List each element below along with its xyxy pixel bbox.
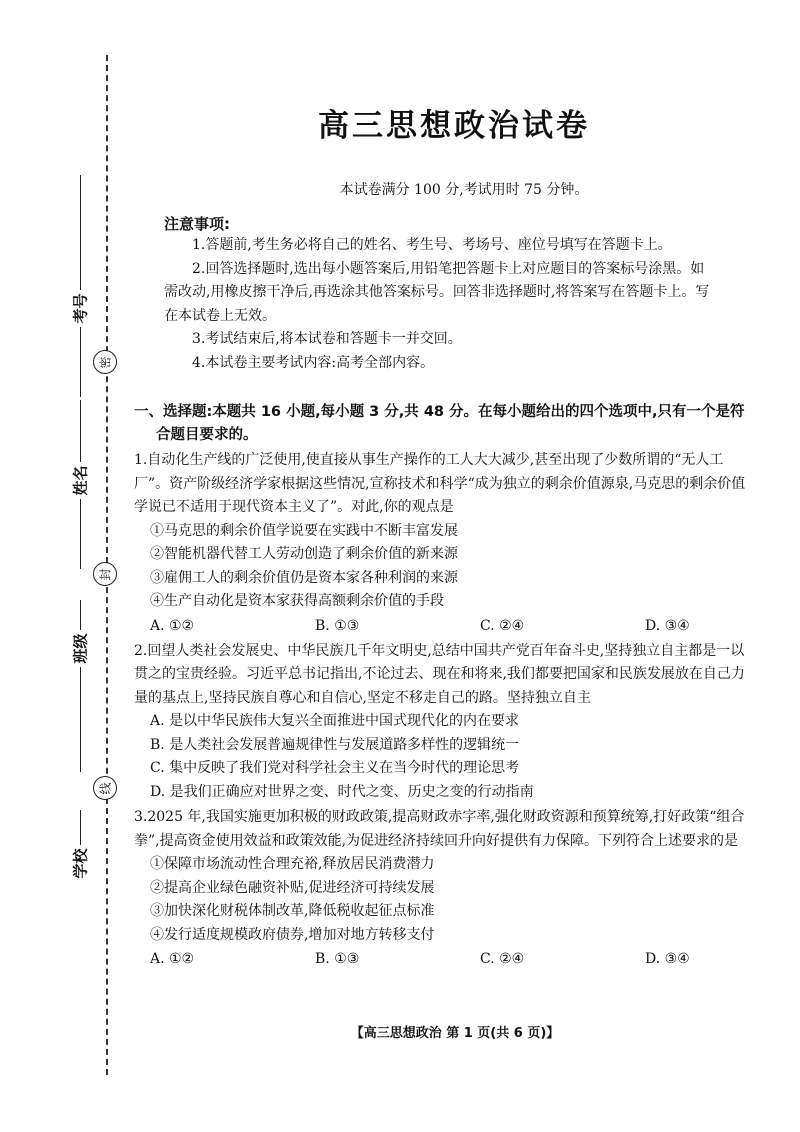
notice-item: 1.答题前,考生务必将自己的姓名、考生号、考场号、座位号填写在答题卡上。 [192, 237, 672, 253]
seal-xian: 线 [93, 776, 117, 800]
question-stem: 3.2025 年,我国实施更加积极的财政政策,提高财政赤字率,强化财政资源和预算统筹,打好政策“组合拳”,提高资金使用效益和政策效能,为促进经济持续回升向好提供有力保障。下列符合上述要求的是 [134, 809, 745, 849]
answer-option-a: A. 是以中华民族伟大复兴全面推进中国式现代化的内在要求 [150, 713, 520, 729]
school-field [52, 810, 108, 882]
class-field [52, 600, 108, 772]
section-heading-line1: 一、选择题:本题共 16 小题,每小题 3 分,共 48 分。在每小题给出的四个选项中,只有一个是符 [134, 404, 745, 420]
statement-option: ②智能机器代替工人劳动创造了剩余价值的新来源 [150, 546, 458, 562]
notice-item: 3.考试结束后,将本试卷和答题卡一并交回。 [192, 331, 462, 347]
answer-option-b: B. 是人类社会发展普遍规律性与发展道路多样性的逻辑统一 [150, 736, 520, 753]
exam-info: 本试卷满分 100 分,考试用时 75 分钟。 [339, 182, 589, 198]
statement-option: ①保障市场流动性合理充裕,释放居民消费潜力 [150, 856, 435, 872]
name-field [52, 400, 108, 569]
statement-option: ④发行适度规模政府债券,增加对地方转移支付 [150, 926, 435, 943]
choice-a: A. ①② [150, 617, 195, 634]
notice-item: 2.回答选择题时,选出每小题答案后,用铅笔把答题卡上对应题目的答案标号涂黑。如需改动,用橡皮擦干净后,再选涂其他答案标号。回答非选择题时,将答案写在答题卡上。写在本试卷上无效。 [164, 260, 710, 324]
choice-b: B. ①③ [315, 617, 360, 634]
question-stem: 1.自动化生产线的广泛使用,使直接从事生产操作的工人大大减少,甚至出现了少数所谓的“无人工厂”。资产阶级经济学家根据这些情况,宣称技术和科学“成为独立的剩余价值源泉,马克思的剩余价值学说已不适用于现代资本主义了”。对此,你的观点是 [134, 452, 746, 515]
answer-option-c: C. 集中反映了我们党对科学社会主义在当今时代的理论思考 [150, 760, 520, 776]
question-1 [134, 449, 754, 638]
answer-choices [134, 947, 754, 971]
choice-d: D. ③④ [645, 951, 690, 967]
page-title: 高三思想政治试卷 [318, 108, 590, 144]
statement-option: ④生产自动化是资本家获得高额剩余价值的手段 [150, 593, 444, 609]
exam-number-label: 考号 [71, 293, 90, 324]
choice-a: A. ①② [150, 951, 195, 967]
statement-option: ③雇佣工人的剩余价值仍是资本家各种利润的来源 [150, 569, 458, 586]
answer-choices [134, 614, 754, 638]
question-stem: 2.回望人类社会发展史、中华民族几千年文明史,总结中国共产党百年奋斗史,坚持独立自主都是一以贯之的宝贵经验。习近平总书记指出,不论过去、现在和将来,我们都要把国家和民族发展放在自己力量的基点上,坚持民族自尊心和自信心,坚定不移走自己的路。坚持独立自主 [134, 642, 745, 706]
seal-mi: 密 [93, 350, 117, 374]
statement-option: ①马克思的剩余价值学说要在实践中不断丰富发展 [150, 522, 458, 539]
section-heading [134, 401, 754, 447]
seal-feng: 封 [93, 562, 117, 586]
choice-b: B. ①③ [315, 951, 360, 967]
page-footer: 【高三思想政治 第 1 页(共 6 页)】 [350, 1026, 560, 1041]
choice-c: C. ②④ [480, 617, 525, 634]
notice-item: 4.本试卷主要考试内容:高考全部内容。 [192, 354, 435, 371]
question-2 [134, 640, 754, 805]
exam-content [134, 100, 754, 971]
section-heading-line2: 合题目要求的。 [156, 427, 258, 443]
choice-c: C. ②④ [480, 951, 525, 967]
notice-heading: 注意事项: [164, 215, 230, 233]
name-label: 姓名 [71, 465, 90, 496]
choice-d: D. ③④ [645, 617, 690, 634]
class-label: 班级 [71, 633, 90, 664]
answer-option-d: D. 是我们正确应对世界之变、时代之变、历史之变的行动指南 [150, 783, 534, 800]
question-3 [134, 806, 754, 971]
statement-option: ③加快深化财税体制改革,降低税收起征点标准 [150, 903, 435, 919]
school-label: 学校 [71, 848, 90, 879]
statement-option: ②提高企业绿色融资补贴,促进经济可持续发展 [150, 879, 435, 896]
